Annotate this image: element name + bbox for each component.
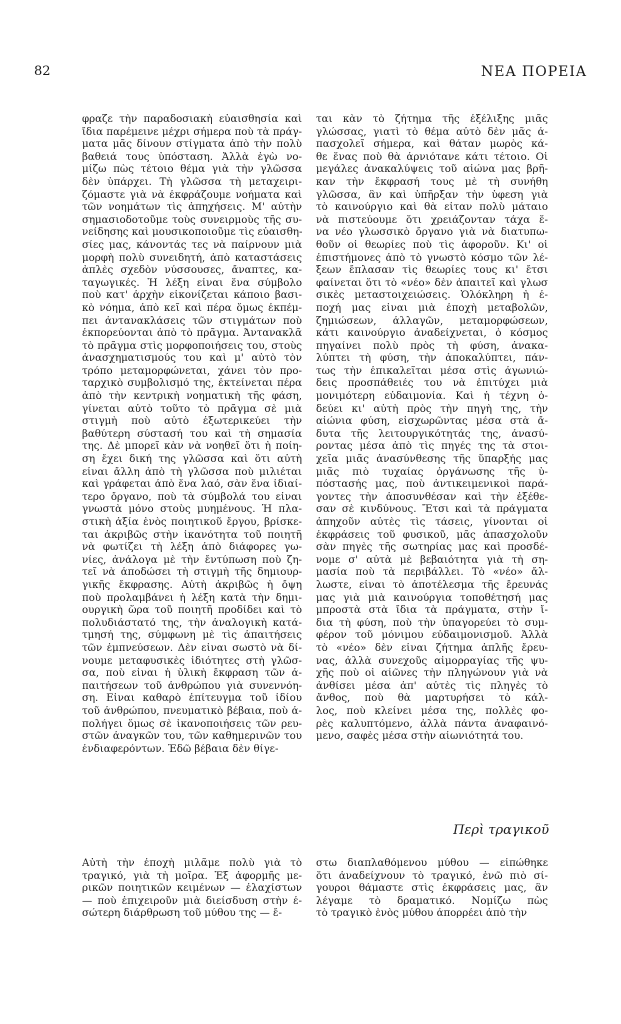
text-line: μενο, σαφὲς μέσα στὴν αἰωνιότητά του.	[316, 731, 524, 743]
text-line: πόστασής μας, ποὺ ἀντικειμενικοὶ παρά-	[316, 479, 548, 491]
text-line: ση ἔχει δική της γλῶσσα καὶ ὅτι αὐτὴ	[82, 454, 302, 466]
text-line: βαθύτερη σύστασή του καὶ τὴ σημασία	[82, 428, 302, 440]
text-line: αἰώνια φύση, εἰσχωρῶντας μέσα στὰ ἄ-	[316, 416, 548, 428]
text-line: ματα μᾶς δίνουν στίγματα ἀπὸ τὴν πολὺ	[82, 139, 302, 151]
text-line: ρὲς καλυπτόμενο, ἀλλὰ πάντα ἀναφαινό-	[316, 718, 548, 730]
text-line: σὰν πηγὲς τῆς σωτηρίας μας καὶ προσδέ-	[316, 542, 548, 554]
text-line: τῶν νοημάτων τὶς ἀπηχήσεις. Μ' αὐτὴν	[82, 202, 302, 214]
text-line: ζόμαστε γιὰ νὰ ἐκφράζουμε νοήματα καὶ	[82, 189, 302, 201]
text-line: μονιμότερη εὐδαιμονία. Καὶ ἡ τέχνη ὁ-	[316, 391, 548, 403]
text-line: τμησή της, σύμφωνη μὲ τὶς ἀπαιτήσεις	[82, 630, 302, 642]
text-line: καν τὴν ἔκφρασή τους μὲ τὴ συνήθη	[316, 176, 548, 188]
text-line: ἀπηχοῦν αὐτὲς τὶς τάσεις, γίνονται οἱ	[316, 517, 548, 528]
text-line: νείδησης καὶ μουσικοποιοῦμε τὶς εὐαισθη-	[82, 227, 302, 239]
text-line: ἐπιστήμονες ἀπὸ τὸ γνωστὸ κόσμο τῶν λέ-	[316, 252, 548, 264]
text-line: ξεων ἔπλασαν τὶς θεωρίες τους κι' ἔτσι	[316, 265, 548, 277]
text-line: τεῖ νὰ ἀποδώσει τὴ στιγμὴ τῆς δημιουρ-	[82, 567, 302, 579]
text-line: μορφὴ πολὺ συνειδητή, ἀπὸ καταστάσεις	[82, 252, 302, 264]
text-line: πει ἀντανακλάσεις τῶν στιγμάτων ποὺ	[82, 315, 302, 327]
text-line: νίες, ἀνάλογα μὲ τὴν ἔντύπωση ποὺ ζη-	[82, 554, 302, 566]
text-line: σώτερη διάρθρωση τοῦ μύθου της — ἔ-	[82, 908, 282, 920]
text-line: στιγμὴ ποὺ αὐτὸ ἐξωτερικεύει τὴν	[82, 416, 302, 428]
text-line: ποὺ κατ' ἀρχὴν εἰκονίζεται κάποιο βασι-	[82, 290, 302, 302]
text-line: μασία ποὺ τὰ περιβάλλει. Τὸ «νέο» ἄλ-	[316, 567, 548, 579]
text-line: χῆς ποὺ οἱ αἰῶνες τὴν πληγώνουν γιὰ νὰ	[316, 668, 548, 680]
page-number: 82	[34, 64, 51, 79]
text-line: σικὲς μεταστοιχειώσεις. Ὁλόκληρη ἡ ἐ-	[316, 290, 548, 302]
text-line: γλώσσας, γιατὶ τὸ θέμα αὐτὸ δὲν μᾶς ἀ-	[316, 126, 548, 138]
text-line: χεῖα μιᾶς ἀνασύνθεσης τῆς ὕπαρξής μας	[316, 454, 548, 466]
text-line: ἀνθίσει μέσα ἀπ' αὐτὲς τὶς πληγὲς τὸ	[316, 680, 548, 692]
text-line: θε ἕνας ποὺ θὰ ἀρνιότανε κάτι τέτοιο. Οἱ	[316, 151, 548, 163]
text-line: ρικῶν ποιητικῶν κειμένων — ἐλαχίστων	[82, 883, 302, 895]
text-line: βαθειά τους ὑπόσταση. Ἀλλὰ ἐγὼ νο-	[82, 151, 302, 163]
text-line: σαν σὲ κινδύνους. Ἔτσι καὶ τὰ πράγματα	[316, 504, 548, 516]
text-line: μας γιὰ μιὰ καινούργια τοποθέτησή μας	[316, 592, 548, 604]
text-line: — ποὺ ἐπιχειροῦν μιὰ διείσδυση στὴν ἐ-	[82, 895, 302, 907]
text-line: φαίνεται ὅτι τὸ «νέο» δὲν ἀπαιτεῖ καὶ γλωσ	[316, 277, 548, 289]
text-line: τὸ πρᾶγμα στὶς μορφοποιήσεις του, στοὺς	[82, 340, 302, 352]
text-line: δὲν ὑπάρχει. Τὴ γλῶσσα τὴ μεταχειρι-	[82, 176, 302, 188]
text-line: γνωστὰ μόνο στοὺς μυημένους. Ἡ πλα-	[82, 504, 302, 516]
journal-title: ΝΕΑ ΠΟΡΕΙΑ	[481, 64, 587, 80]
text-line: σίες μας, κάνοντάς τες νὰ παίρνουν μιὰ	[82, 239, 302, 251]
text-line: τὸ τραγικὸ ἑνὸς μύθου ἀπορρέει ἀπὸ τὴν	[316, 908, 527, 920]
text-line: τρόπο μεταμορφώνεται, χάνει τὸν προ-	[82, 365, 302, 377]
text-line: μπροστὰ στὰ ἴδια τὰ πράγματα, στὴν ἴ-	[316, 605, 548, 617]
text-line: κάτι καινούργιο ἀναδείχνεται, ὁ κόσμος	[316, 328, 548, 340]
text-line: τραγικό, γιὰ τὴ μοῖρα. Ἐξ ἀφορμῆς με-	[82, 870, 302, 882]
text-line: τερο ὄργανο, ποὺ τὰ σύμβολά του εἶναι	[82, 491, 302, 503]
text-line: ποὺ προλαμβάνει ἡ λέξη κατὰ τὴν δημι-	[82, 592, 302, 604]
text-line: ροντας μέσα ἀπὸ τὶς πηγές της τὰ στοι-	[316, 441, 548, 453]
text-line: ποχή μας εἶναι μιὰ ἐποχὴ μεταβολῶν,	[316, 302, 548, 314]
page-header	[34, 64, 587, 86]
text-line: σημασιοδοτοῦμε τοὺς συνειρμοὺς τῆς συ-	[82, 214, 302, 226]
text-line: μίζω πὼς τέτοιο θέμα γιὰ τὴν γλῶσσα	[82, 164, 302, 176]
text-line: τως τὴν ἐπικαλεῖται μέσα στὶς ἀγωνιώ-	[316, 365, 548, 377]
text-line: καὶ γράφεται ἀπὸ ἕνα λαό, σὰν ἕνα ἰδιαί-	[82, 479, 302, 491]
text-line: τῶν ἐμπνεύσεων. Δὲν εἶναι σωστὸ νὰ δί-	[82, 642, 302, 654]
text-line: νὰ φωτίζει τὴ λέξη ἀπὸ διάφορες γω-	[82, 542, 302, 554]
text-line: φραζε τὴν παραδοσιακὴ εὐαισθησία καὶ	[82, 114, 302, 125]
text-line: μεγάλες ἀνακαλύψεις τοῦ αἰώνα μας βρῆ-	[316, 164, 548, 176]
text-line: ἐκφράσεις τοῦ φυσικοῦ, μᾶς ἀπασχολοῦν	[316, 529, 548, 541]
text-line: ἐκπορεύονται ἀπὸ τὸ πρᾶγμα. Ἀντανακλᾶ	[82, 328, 302, 340]
text-line: δυτα τῆς λειτουργικότητάς της, ἀνασύ-	[316, 428, 548, 440]
text-line: ἀνασχηματισμούς του καὶ μ' αὐτὸ τὸν	[82, 353, 302, 365]
text-line: λύπτει τὴ φύση, τὴν ἀποκαλύπτει, πάν-	[316, 353, 548, 365]
text-line: να νέο γλωσσικὸ ὄργανο γιὰ νὰ διατυπω-	[316, 227, 548, 239]
text-line: μιᾶς πιὸ τυχαίας ὀργάνωσης τῆς ὑ-	[316, 466, 548, 478]
text-line: γικῆς ἔκφρασης. Αὐτὴ ἀκριβῶς ἡ ὄψη	[82, 579, 302, 591]
text-line: σα, ποὺ εἶναι ἡ ὑλικὴ ἔκφραση τῶν ἀ-	[82, 668, 302, 680]
text-line: στω διαπλαθόμενου μύθου — εἰπώθηκε	[316, 858, 548, 869]
text-line: ουργικὴ ὥρα τοῦ ποιητῆ προδίδει καὶ τὸ	[82, 605, 302, 617]
text-line: ὅτι ἀναδείχνουν τὸ τραγικό, ἐνῶ πιὸ σί-	[316, 870, 548, 882]
text-line: ἐνδιαφερόντων. Ἐδῶ βέβαια δὲν θίγε-	[82, 743, 279, 755]
text-line: νὰ πιστεύουμε ὅτι χρειάζονταν τάχα ἕ-	[316, 214, 548, 226]
text-line: ταρχικὸ συμβολισμό της, ἐκτείνεται πέρα	[82, 378, 302, 390]
text-line: δεύει κι' αὐτὴ πρὸς τὴν πηγὴ της, τὴν	[316, 403, 548, 415]
text-line: κὸ νόημα, ἀπὸ κεῖ καὶ πέρα ὅμως ἐκπέμ-	[82, 302, 302, 314]
text-line: νουμε μεταφυσικὲς ἰδιότητες στὴ γλῶσ-	[82, 655, 302, 667]
text-line: στικὴ ἀξία ἑνὸς ποιητικοῦ ἔργου, βρίσκε-	[82, 517, 302, 528]
text-line: δια τὴ φύση, ποὺ τὴν ὑπαγορεύει τὸ συμ-	[316, 617, 548, 629]
text-line: δεις προσπάθειές του νὰ ἐπιτύχει μιὰ	[316, 378, 548, 390]
text-line: ἀπὸ τὴν κεντρικὴ νοηματικὴ τῆς φάση,	[82, 391, 302, 403]
text-line: ται ἀκριβῶς στὴν ἱκανότητα τοῦ ποιητῆ	[82, 529, 302, 541]
text-line: λος, ποὺ κλείνει μέσα της, πολλὲς φο-	[316, 705, 548, 717]
text-line: γλῶσσα, ἂν καὶ ὑπῆρξαν τὴν ὑφεση γιὰ	[316, 189, 548, 201]
text-line: Αὐτὴ τὴν ἐποχὴ μιλᾶμε πολὺ γιὰ τὸ	[82, 858, 302, 869]
column-left-top	[82, 114, 302, 756]
column-right-bottom	[316, 858, 548, 921]
column-left-bottom	[82, 858, 302, 921]
section-title: Περὶ τραγικοῦ	[453, 823, 549, 838]
text-line: ταγωγικές. Ἡ λέξη εἶναι ἕνα σύμβολο	[82, 277, 302, 289]
text-line: παιτήσεων τοῦ ἀνθρώπου γιὰ συνεννόη-	[82, 680, 302, 692]
text-line: της. Δὲ μπορεῖ κὰν νὰ νοηθεῖ ὅτι ἡ ποίη-	[82, 441, 302, 453]
text-line: πολήγει ὅμως σὲ ἱκανοποιήσεις τῶν ρευ-	[82, 718, 302, 730]
text-line: φέρον τοῦ μόνιμου εὐδαιμονισμοῦ. Ἀλλὰ	[316, 630, 548, 642]
text-line: πολυδιάστατό της, τὴν ἀναλογικὴ κατά-	[82, 617, 302, 629]
text-line: νομε σ' αὐτὰ μὲ βεβαιότητα γιὰ τὴ ση-	[316, 554, 548, 566]
text-line: γίνεται αὐτὸ τοῦτο τὸ πρᾶγμα σὲ μιὰ	[82, 403, 302, 415]
text-line: στῶν ἀναγκῶν του, τῶν καθημερινῶν του	[82, 731, 302, 743]
text-line: ἄνθος, ποὺ θὰ μαρτυρήσει τὸ κάλ-	[316, 693, 548, 705]
text-line: τὸ «νέο» δὲν εἶναι ζήτημα ἁπλῆς ἔρευ-	[316, 642, 548, 654]
text-line: ἁπλὲς σχεδὸν νύσσουσες, ἄναπτες, κα-	[82, 265, 302, 277]
text-line: θοῦν οἱ θεωρίες ποὺ τὶς ἀφοροῦν. Κι' οἱ	[316, 239, 548, 251]
text-line: πασχολεῖ σήμερα, καὶ θάταν μωρὸς κά-	[316, 139, 548, 151]
text-line: ἴδια παρέμεινε μέχρι σήμερα ποὺ τὰ πράγ-	[82, 126, 302, 138]
text-line: λέγαμε τὸ δραματικό. Νομίζω πὼς	[316, 895, 548, 907]
text-line: πηγαίνει πολὺ πρὸς τὴ φύση, ἀνακα-	[316, 340, 548, 352]
text-line: τὸ καινούργιο καὶ θὰ εἶταν πολὺ μάταιο	[316, 202, 548, 214]
column-right-top	[316, 114, 548, 744]
text-line: γοντες τὴν ἀποσυνθέσαν καὶ τὴν ἐξέθε-	[316, 491, 548, 503]
text-line: ται κὰν τὸ ζήτημα τῆς ἐξέλιξης μιᾶς	[316, 114, 548, 125]
text-line: τοῦ ἀνθρώπου, πνευματικὸ βέβαια, ποὺ ἀ-	[82, 705, 302, 717]
text-line: ση. Εἶναι καθαρὸ ἐπίτευγμα τοῦ ἰδίου	[82, 693, 302, 705]
text-line: νας, ἀλλὰ συνεχοῦς αἱμορραγίας τῆς ψυ-	[316, 655, 548, 667]
text-line: ζημιώσεων, ἀλλαγῶν, μεταμορφώσεων,	[316, 315, 548, 327]
text-line: εἶναι ἄλλη ἀπὸ τὴ γλῶσσα ποὺ μιλιέται	[82, 466, 302, 478]
text-line: γουροι θάμαστε στὶς ἐκφράσεις μας, ἂν	[316, 883, 548, 895]
text-line: λωστε, εἶναι τὸ ἀποτέλεσμα τῆς ἔρευνάς	[316, 579, 548, 591]
